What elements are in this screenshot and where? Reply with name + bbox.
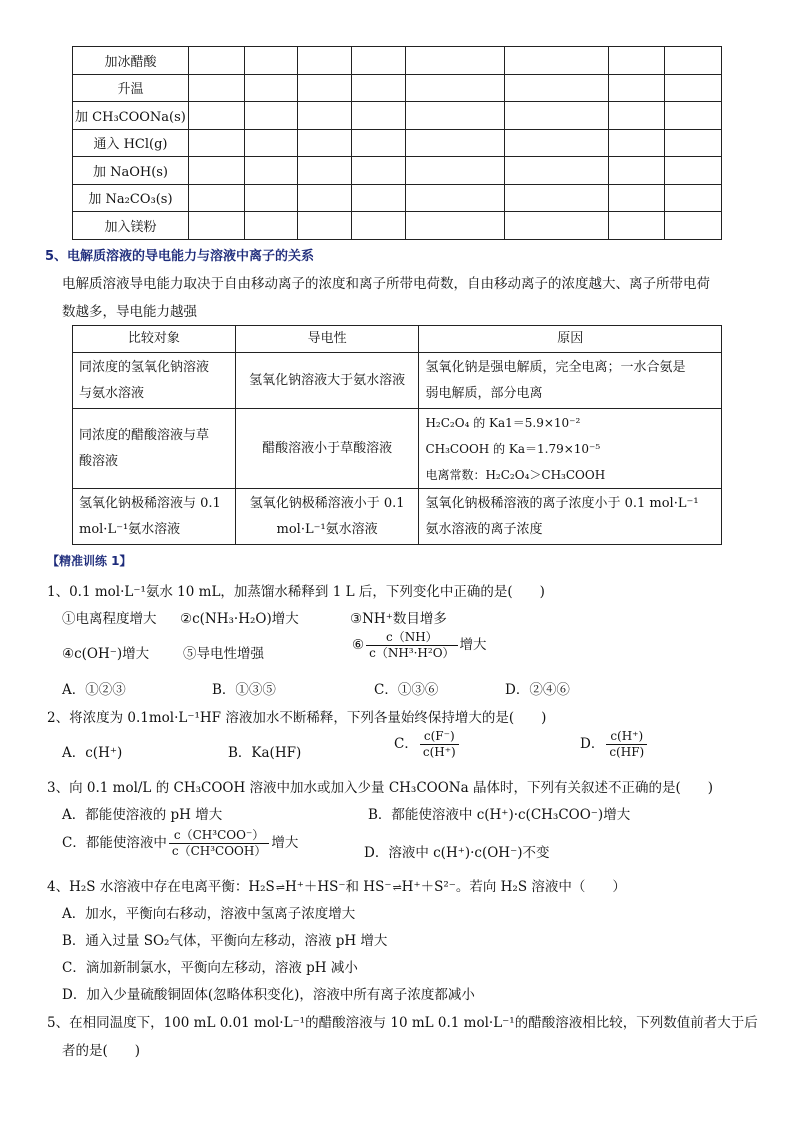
empty-cell (505, 74, 609, 102)
question-5-stem: 者的是( ) (62, 1043, 141, 1059)
empty-cell (405, 47, 505, 75)
option-a: A．①②③ (62, 682, 126, 698)
empty-cell (665, 129, 722, 157)
empty-cell (297, 157, 351, 185)
table-cell: 氢氧化钠是强电解质，完全电离；一水合氨是 弱电解质，部分电离 (419, 353, 722, 409)
table-cell: 氢氧化钠极稀溶液小于 0.1 mol·L⁻¹氨水溶液 (235, 489, 419, 545)
comparison-table (72, 325, 722, 545)
table-cell: 同浓度的氢氧化钠溶液 与氨水溶液 (73, 353, 236, 409)
empty-cell (188, 47, 244, 75)
option-d: D．溶液中 c(H⁺)·c(OH⁻)不变 (364, 845, 550, 861)
row-label: 加 CH₃COONa(s) (73, 102, 189, 130)
empty-cell (244, 157, 297, 185)
option-b: B．都能使溶液中 c(H⁺)·c(CH₃COO⁻)增大 (368, 807, 631, 823)
table-row (73, 74, 722, 102)
statement: ③NH⁺数目增多 (350, 611, 447, 627)
row-label: 加 NaOH(s) (73, 157, 189, 185)
empty-cell (188, 157, 244, 185)
empty-cell (609, 47, 665, 75)
equilibrium-arrow-icon: ⇌ (275, 881, 284, 894)
table-row (73, 212, 722, 240)
empty-cell (351, 74, 405, 102)
empty-cell (297, 184, 351, 212)
option-b: B．①③⑤ (212, 682, 276, 698)
table-row (73, 184, 722, 212)
question-2-stem: 2、将浓度为 0.1mol·L⁻¹HF 溶液加水不断稀释，下列各量始终保持增大的是( ) (47, 710, 547, 726)
empty-cell (665, 74, 722, 102)
empty-cell (665, 184, 722, 212)
option-a: A．c(H⁺) (62, 745, 123, 761)
option-c: C． $\frac{c(F^-)}{c(H^+)}$ (394, 729, 461, 760)
empty-cell (665, 212, 722, 240)
empty-cell (351, 129, 405, 157)
empty-cell (244, 47, 297, 75)
table-row (73, 157, 722, 185)
empty-cell (351, 102, 405, 130)
empty-cell (609, 212, 665, 240)
option-d: D． $\frac{c(H^+)}{c(HF)}$ (580, 729, 649, 760)
empty-cell (405, 157, 505, 185)
empty-cell (665, 47, 722, 75)
section-title: 5、电解质溶液的导电能力与溶液中离子的关系 (45, 249, 315, 264)
row-label: 通入 HCl(g) (73, 129, 189, 157)
empty-cell (609, 129, 665, 157)
empty-cell (405, 212, 505, 240)
empty-cell (505, 212, 609, 240)
empty-cell (505, 129, 609, 157)
empty-cell (505, 102, 609, 130)
empty-cell (244, 102, 297, 130)
option-c: C．①③⑥ (374, 682, 439, 698)
empty-cell (665, 102, 722, 130)
question-4-stem: 4、H₂S 水溶液中存在电离平衡：H₂S⇌H⁺＋HS⁻和 HS⁻⇌H⁺＋S²⁻。若向 H₂S 溶液中（ ） (47, 879, 626, 895)
empty-cell (188, 102, 244, 130)
empty-cell (609, 102, 665, 130)
intro-text: 数越多，导电能力越强 (62, 304, 197, 320)
empty-cell (297, 102, 351, 130)
empty-cell (188, 184, 244, 212)
empty-cell (244, 74, 297, 102)
table-row (73, 129, 722, 157)
empty-cell (609, 74, 665, 102)
empty-cell (188, 74, 244, 102)
empty-cell (505, 157, 609, 185)
question-3-stem: 3、向 0.1 mol/L 的 CH₃COOH 溶液中加水或加入少量 CH₃COONa 晶体时，下列有关叙述不正确的是( ) (47, 780, 713, 796)
row-label: 升温 (73, 74, 189, 102)
table-cell: 氢氧化钠极稀溶液的离子浓度小于 0.1 mol·L⁻¹ 氨水溶液的离子浓度 (419, 489, 722, 545)
statement: ④c(OH⁻)增大 (62, 646, 150, 662)
option-a: A．都能使溶液的 pH 增大 (62, 807, 223, 823)
table-row (73, 47, 722, 75)
question-1-stem: 1、0.1 mol·L⁻¹氨水 10 mL，加蒸馏水稀释到 1 L 后，下列变化中正确的是( ) (47, 584, 545, 600)
equilibrium-arrow-icon: ⇌ (392, 881, 401, 894)
empty-cell (405, 102, 505, 130)
empty-cell (405, 184, 505, 212)
empty-cell (505, 184, 609, 212)
table-cell: 氢氧化钠溶液大于氨水溶液 (235, 353, 419, 409)
empty-cell (297, 74, 351, 102)
table-cell: 醋酸溶液小于草酸溶液 (235, 409, 419, 489)
empty-cell (297, 212, 351, 240)
row-label: 加 Na₂CO₃(s) (73, 184, 189, 212)
header-cell: 原因 (419, 326, 722, 353)
empty-cell (665, 157, 722, 185)
empty-cell (351, 157, 405, 185)
table-cell: H₂C₂O₄ 的 Ka1＝5.9×10⁻² CH₃COOH 的 Ka＝1.79×10⁻⁵ 电离常数：H₂C₂O₄＞CH₃COOH (419, 409, 722, 489)
empty-cell (244, 129, 297, 157)
empty-cell (505, 47, 609, 75)
row-label: 加入镁粉 (73, 212, 189, 240)
empty-cell (351, 212, 405, 240)
statement: ②c(NH₃·H₂O)增大 (180, 611, 299, 627)
empty-cell (609, 157, 665, 185)
empty-cell (297, 129, 351, 157)
empty-cell (609, 184, 665, 212)
empty-cell (244, 212, 297, 240)
empty-cell (351, 184, 405, 212)
empty-cell (405, 74, 505, 102)
statement: ①电离程度增大 (62, 611, 157, 627)
empty-cell (297, 47, 351, 75)
option-c: C．都能使溶液中 $\frac{\text{c（CH³COO⁻）}}{\text{c（CH³COOH）}}$ 增大 (62, 828, 299, 858)
option-a: A．加水，平衡向右移动，溶液中氢离子浓度增大 (62, 906, 356, 922)
empty-cell (405, 129, 505, 157)
empty-cell (188, 129, 244, 157)
statement: ⑤导电性增强 (183, 646, 264, 662)
header-cell: 比较对象 (73, 326, 236, 353)
row-label: 加冰醋酸 (73, 47, 189, 75)
option-d: D．加入少量硫酸铜固体(忽略体积变化)，溶液中所有离子浓度都减小 (62, 987, 475, 1003)
empty-cell (244, 184, 297, 212)
option-c: C．滴加新制氯水，平衡向左移动，溶液 pH 减小 (62, 960, 358, 976)
intro-text: 电解质溶液导电能力取决于自由移动离子的浓度和离子所带电荷数，自由移动离子的浓度越大、离子所带电荷 (62, 276, 710, 292)
table-cell: 同浓度的醋酸溶液与草 酸溶液 (73, 409, 236, 489)
table-row (73, 102, 722, 130)
conditions-table (72, 46, 722, 240)
empty-cell (188, 212, 244, 240)
table-cell: 氢氧化钠极稀溶液与 0.1 mol·L⁻¹氨水溶液 (73, 489, 236, 545)
empty-cell (351, 47, 405, 75)
option-b: B．通入过量 SO₂气体，平衡向左移动，溶液 pH 增大 (62, 933, 388, 949)
header-cell: 导电性 (235, 326, 419, 353)
question-5-stem: 5、在相同温度下，100 mL 0.01 mol·L⁻¹的醋酸溶液与 10 mL 0.1 mol·L⁻¹的醋酸溶液相比较，下列数值前者大于后 (47, 1015, 758, 1031)
option-d: D．②④⑥ (505, 682, 570, 698)
practice-label: 【精准训练 1】 (47, 554, 132, 568)
option-b: B．Ka(HF) (228, 745, 302, 761)
statement-fraction: ⑥ $\frac{c(NH)}{\text{c（NH³·H²O）}}$ 增大 (352, 630, 487, 660)
